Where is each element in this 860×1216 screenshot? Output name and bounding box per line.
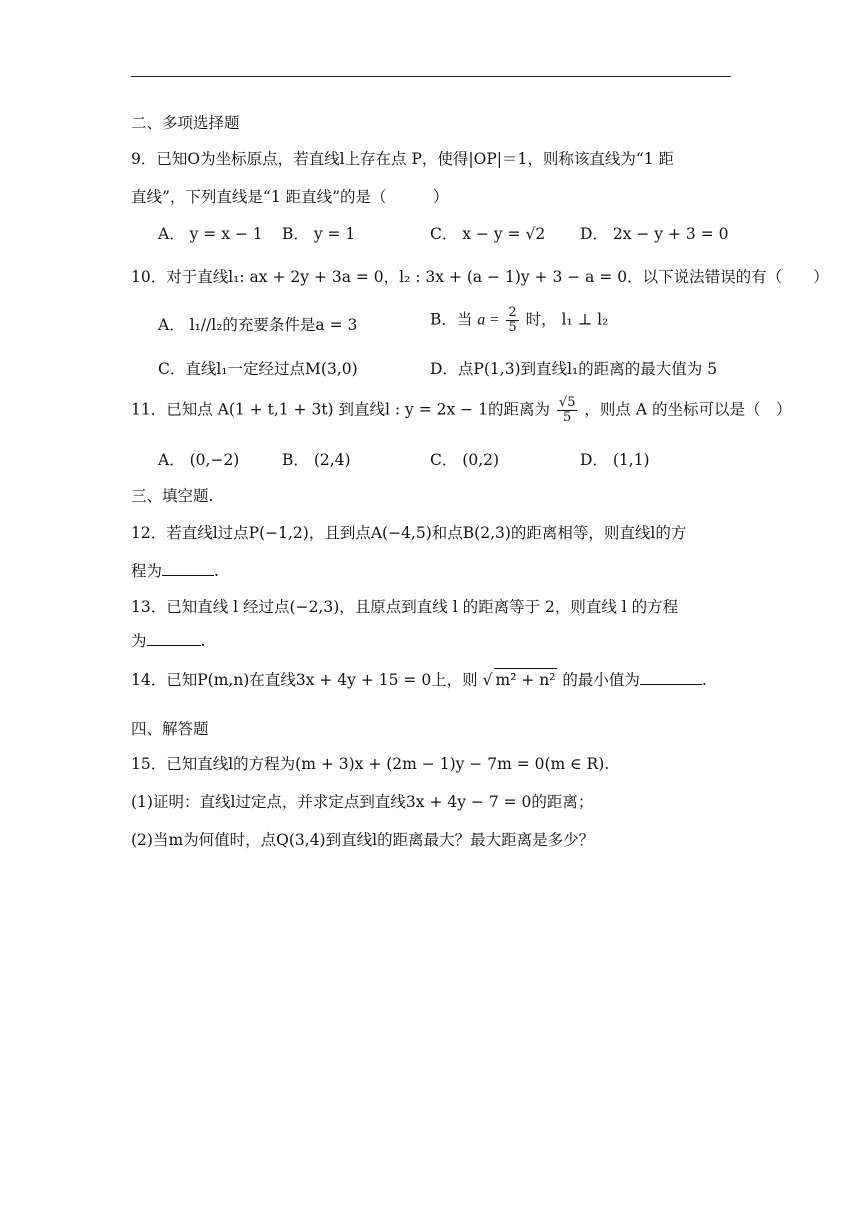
q11-option-d: D． (1,1)	[580, 451, 650, 469]
q11-option-c: C． (0,2)	[430, 451, 500, 469]
q11-distance-fraction	[557, 396, 578, 425]
q12-stem-line2	[131, 560, 219, 582]
q15-part2: (2)当m为何值时，点Q(3,4)到直线l的距离最大？最大距离是多少？	[131, 831, 595, 849]
fraction-denominator: 5	[508, 320, 517, 335]
q9-option-b: B． y = 1	[282, 225, 356, 243]
header-rule	[131, 76, 731, 77]
q15-part1: (1)证明：直线l过定点，并求定点到直线3x + 4y − 7 = 0的距离；	[131, 793, 594, 811]
q15-stem: 15．已知直线l的方程为(m + 3)x + (2m − 1)y − 7m = 0(m ∈ R).	[131, 755, 610, 773]
q10-option-b-prefix: B．当	[430, 310, 473, 329]
q9-stem-line1: 9．已知O为坐标原点，若直线l上存在点 P，使得|OP|＝1，则称该直线为“1 距	[131, 150, 675, 168]
q13-line2-prefix: 为	[131, 632, 147, 650]
q13-stem-line2	[131, 630, 205, 652]
fraction-numerator: √5	[558, 395, 576, 410]
q10-option-b-suffix: 时， l₁ ⊥ l₂	[525, 310, 609, 329]
q10-option-a: A． l₁//l₂的充要条件是a = 3	[158, 316, 358, 334]
q11-stem-prefix: 11．已知点 A(1 + t,1 + 3t) 到直线l : y = 2x − 1的距离为	[131, 400, 550, 419]
q12-line2-suffix: .	[214, 562, 219, 580]
q9-option-c: C． x − y = √2	[430, 225, 546, 243]
q14-stem	[131, 668, 707, 691]
q14-middle: 的最小值为	[562, 671, 640, 689]
q10-option-b-var: a =	[477, 311, 500, 329]
q10-stem: 10．对于直线l₁: ax + 2y + 3a = 0，l₂ : 3x + (a − 1)y + 3 − a = 0．以下说法错误的有（ ）	[131, 268, 829, 286]
q9-option-a: A． y = x − 1	[158, 225, 263, 243]
section-multi-choice-heading: 二、多项选择题	[131, 114, 240, 132]
q10-option-d: D．点P(1,3)到直线l₁的距离的最大值为 5	[430, 360, 718, 378]
q9-option-d: D． 2x − y + 3 = 0	[580, 225, 729, 243]
q11-option-b: B． (2,4)	[282, 451, 351, 469]
q14-radicand: m² + n²	[494, 668, 558, 691]
q10-option-c: C．直线l₁一定经过点M(3,0)	[158, 360, 358, 378]
q14-prefix: 14．已知P(m,n)在直线3x + 4y + 15 = 0上，则	[131, 671, 478, 689]
q13-answer-blank[interactable]	[147, 631, 201, 646]
q14-sqrt-expression: √ m² + n²	[483, 671, 558, 689]
section-solution-heading: 四、解答题	[131, 720, 209, 738]
q11-option-a: A． (0,−2)	[158, 451, 240, 469]
fraction-numerator: 2	[508, 305, 517, 320]
q10-option-b	[430, 306, 608, 335]
q11-stem-suffix: ，则点 A 的坐标可以是（ ）	[584, 400, 792, 419]
q10-option-b-fraction	[506, 306, 518, 335]
q12-answer-blank[interactable]	[162, 561, 214, 576]
q9-stem-line2: 直线”，下列直线是“1 距直线”的是（ ）	[131, 188, 449, 206]
q14-answer-blank[interactable]	[640, 670, 702, 685]
q13-stem-line1: 13．已知直线 l 经过点(−2,3)，且原点到直线 l 的距离等于 2，则直线 l 的方程	[131, 598, 679, 616]
q12-stem-line1: 12．若直线l过点P(−1,2)，且到点A(−4,5)和点B(2,3)的距离相等，则直线l的方	[131, 524, 687, 542]
section-fill-blank-heading: 三、填空题.	[131, 487, 214, 505]
q13-line2-suffix: .	[200, 632, 206, 650]
q11-stem	[131, 396, 791, 425]
fraction-denominator: 5	[563, 410, 572, 425]
q12-line2-prefix: 程为	[131, 562, 163, 580]
q14-suffix: .	[701, 671, 707, 689]
